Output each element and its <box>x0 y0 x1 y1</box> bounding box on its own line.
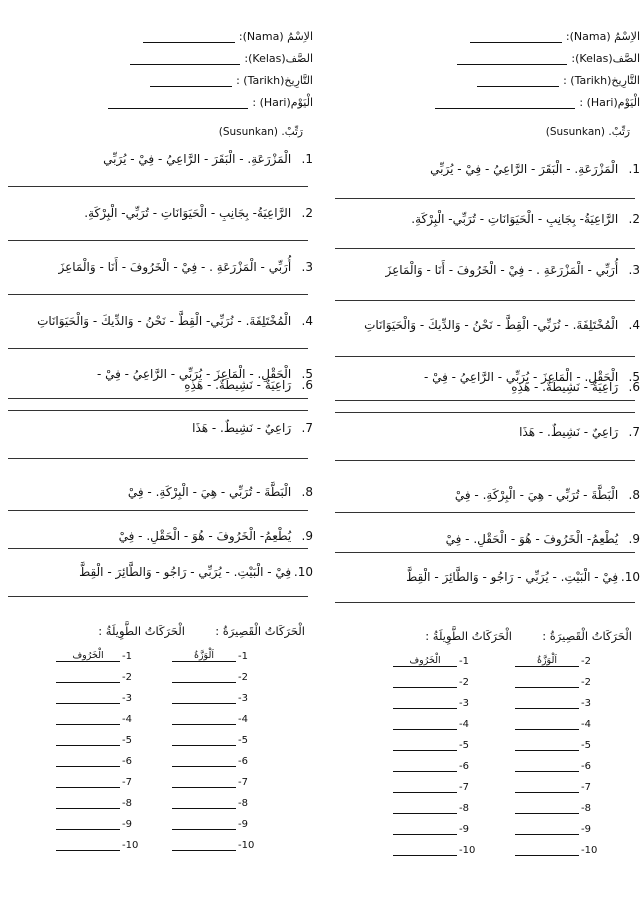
short-vowel-blank[interactable] <box>172 776 236 788</box>
class-row <box>350 52 640 70</box>
question-number: 10. <box>620 570 640 584</box>
question-text: الْحَقْلِ. - الْمَاعِزَ - يُرَبِّي - الرَّاعِيُ - فِيْ - <box>96 367 292 381</box>
item-number: -2 <box>459 677 469 688</box>
question-text: الْحَقْلِ. - الْمَاعِزَ - يُرَبِّي - الرَّاعِيُ - فِيْ - <box>423 370 619 384</box>
worksheet-left <box>8 0 313 903</box>
class-label: الصَّف(Kelas): <box>571 52 640 65</box>
question-number: 7. <box>301 421 313 435</box>
question-number: 6. <box>301 378 313 392</box>
question-number: 4. <box>301 314 313 328</box>
long-vowel-item <box>393 760 469 776</box>
answer-line-7[interactable] <box>8 458 308 459</box>
item-number: -6 <box>238 756 248 767</box>
short-vowel-blank[interactable] <box>515 739 579 751</box>
long-vowel-item <box>56 818 132 834</box>
question-6 <box>13 378 313 398</box>
item-number: -8 <box>238 798 248 809</box>
short-vowels-heading: الْحَرَكَاتُ الْقَصِيرَةُ : <box>215 624 305 638</box>
short-vowel-blank[interactable] <box>172 692 236 704</box>
answer-line-9[interactable] <box>8 548 308 549</box>
item-number: -8 <box>459 803 469 814</box>
long-vowel-blank[interactable] <box>393 760 457 772</box>
long-vowel-item <box>56 755 132 771</box>
date-label: التَّارِيخ(Tarikh) : <box>563 74 640 87</box>
question-number: 9. <box>628 532 640 546</box>
long-vowel-blank[interactable] <box>56 713 120 725</box>
question-8 <box>340 488 640 508</box>
question-number: 3. <box>628 263 640 277</box>
question-10 <box>340 570 640 590</box>
answer-line-6[interactable] <box>8 410 308 411</box>
long-vowel-item <box>56 671 132 687</box>
worksheet-right <box>335 0 640 903</box>
class-row <box>23 52 313 70</box>
item-number: -1 <box>459 656 469 667</box>
long-vowel-item <box>393 823 469 839</box>
short-vowel-item <box>515 844 597 860</box>
item-number: -3 <box>459 698 469 709</box>
short-vowel-item <box>172 755 248 771</box>
short-vowel-item <box>515 655 591 671</box>
item-number: -10 <box>238 840 255 851</box>
question-text: رَاعِيٌ - نَشِيطٌ. - هَذَا <box>519 425 619 439</box>
question-number: 3. <box>301 260 313 274</box>
question-4 <box>13 314 313 334</box>
long-vowel-item <box>393 697 469 713</box>
question-number: 6. <box>628 380 640 394</box>
long-vowel-blank[interactable] <box>393 844 457 856</box>
item-number: -5 <box>581 740 591 751</box>
answer-line-3[interactable] <box>335 300 635 301</box>
question-number: 1. <box>301 152 313 166</box>
question-number: 8. <box>628 488 640 502</box>
item-number: -5 <box>238 735 248 746</box>
item-number: -1 <box>238 651 248 662</box>
item-number: -4 <box>459 719 469 730</box>
long-vowel-item <box>56 692 132 708</box>
long-vowel-blank[interactable]: الْخَرُوف <box>393 655 457 667</box>
question-text: الْمَزْرَعَةِ. - الْبَقَرَ - الرَّاعِيُ - فِيْ - يُرَبِّي <box>430 162 619 176</box>
long-vowel-blank[interactable] <box>56 671 120 683</box>
question-number: 4. <box>628 318 640 332</box>
question-9 <box>13 529 313 549</box>
question-10 <box>13 565 313 585</box>
question-text: الرَّاعِيَةُ- بِجَانِبِ - الْحَيَوَانَاتِ - تُرَبِّي- الْبِرْكَةِ. <box>84 206 292 220</box>
item-number: -5 <box>459 740 469 751</box>
date-row <box>350 74 640 92</box>
short-vowel-item <box>172 797 248 813</box>
long-vowel-blank[interactable] <box>56 776 120 788</box>
long-vowel-blank[interactable] <box>393 718 457 730</box>
long-vowel-blank[interactable] <box>56 839 120 851</box>
long-vowel-item <box>393 781 469 797</box>
answer-line-5[interactable] <box>8 398 308 399</box>
date-row <box>23 74 313 92</box>
question-number: 7. <box>628 425 640 439</box>
long-vowel-blank[interactable] <box>393 781 457 793</box>
name-label: الاِسْمُ (Nama): <box>565 30 640 43</box>
long-vowel-item <box>56 734 132 750</box>
item-number: -8 <box>122 798 132 809</box>
answer-line-4[interactable] <box>8 348 308 349</box>
answer-line-1[interactable] <box>8 186 308 187</box>
item-number: -2 <box>238 672 248 683</box>
question-4 <box>340 318 640 338</box>
short-vowel-item <box>515 697 591 713</box>
day-label: الْيَوْم(Hari) : <box>579 96 640 109</box>
item-number: -6 <box>581 761 591 772</box>
question-6 <box>340 380 640 400</box>
answer-line-3[interactable] <box>8 294 308 295</box>
name-blank[interactable] <box>470 32 562 43</box>
question-number: 2. <box>301 206 313 220</box>
item-number: -2 <box>122 672 132 683</box>
short-vowel-blank[interactable] <box>172 839 236 851</box>
short-vowel-blank[interactable] <box>172 755 236 767</box>
name-blank[interactable] <box>143 32 235 43</box>
long-vowel-blank[interactable] <box>393 802 457 814</box>
short-vowel-item <box>172 818 248 834</box>
answer-line-8[interactable] <box>335 512 635 513</box>
long-vowel-item <box>393 655 469 671</box>
question-number: 5. <box>301 367 313 381</box>
name-row <box>23 30 313 48</box>
question-8 <box>13 485 313 505</box>
item-number: -9 <box>238 819 248 830</box>
short-vowel-item <box>172 839 254 855</box>
question-text: الْمَزْرَعَةِ. - الْبَقَرَ - الرَّاعِيُ - فِيْ - يُرَبِّي <box>103 152 292 166</box>
name-row <box>350 30 640 48</box>
question-7 <box>340 425 640 445</box>
item-number: -9 <box>122 819 132 830</box>
short-vowel-blank[interactable] <box>515 781 579 793</box>
short-vowel-blank[interactable] <box>515 844 579 856</box>
item-number: -4 <box>581 719 591 730</box>
question-text: الْبَطَّةَ - تُرَبِّي - هِيَ - الْبِرْكَةِ. - فِيْ <box>127 485 292 499</box>
class-label: الصَّف(Kelas): <box>244 52 313 65</box>
question-number: 8. <box>301 485 313 499</box>
item-number: -10 <box>122 840 139 851</box>
answer-line-7[interactable] <box>335 460 635 461</box>
item-number: -7 <box>122 777 132 788</box>
question-text: يُطْعِمُ- الْخَرُوفَ - هُوَ - الْحَقْلِ. - فِيْ <box>118 529 292 543</box>
instruction: رَتِّبْ. (Susunkan) <box>545 126 630 138</box>
short-vowel-blank[interactable] <box>172 671 236 683</box>
long-vowel-item <box>56 650 132 666</box>
day-row <box>23 96 313 114</box>
answer-line-10[interactable] <box>8 596 308 597</box>
short-vowels-heading: الْحَرَكَاتُ الْقَصِيرَةُ : <box>542 629 632 643</box>
question-text: الرَّاعِيَةُ- بِجَانِبِ - الْحَيَوَانَاتِ - تُرَبِّي- الْبِرْكَةِ. <box>411 212 619 226</box>
question-text: فِيْ - الْبَيْتِ. - يُرَبِّي - رَاجُو - وَالطَّائِرَ - الْقِطَّ <box>406 570 619 584</box>
short-vowel-blank[interactable] <box>515 823 579 835</box>
item-number: -8 <box>581 803 591 814</box>
instruction: رَتِّبْ. (Susunkan) <box>218 126 303 138</box>
item-number: -7 <box>459 782 469 793</box>
question-text: الْمُخْتَلِفَةَ. - نُرَبِّي- الْقِطَّ - نَحْنُ - وَالدِّيكَ - وَالْحَيَوَانَاتِ <box>37 314 292 328</box>
answer-line-8[interactable] <box>8 510 308 511</box>
item-number: -4 <box>122 714 132 725</box>
question-number: 5. <box>628 370 640 384</box>
short-vowel-blank[interactable] <box>515 718 579 730</box>
short-vowel-blank[interactable] <box>515 697 579 709</box>
day-blank[interactable] <box>435 98 575 109</box>
long-vowel-blank[interactable] <box>393 739 457 751</box>
answer-line-2[interactable] <box>335 248 635 249</box>
long-vowel-blank[interactable] <box>56 734 120 746</box>
item-number: -1 <box>122 651 132 662</box>
item-number: -2 <box>581 656 591 667</box>
long-vowel-blank[interactable] <box>393 697 457 709</box>
question-text: رَاعِيَةٌ - نَشِيطَةٌ. - هَذِهِ <box>184 378 292 392</box>
long-vowel-blank[interactable] <box>56 755 120 767</box>
long-vowel-blank[interactable] <box>56 797 120 809</box>
short-vowel-item <box>515 739 591 755</box>
item-number: -3 <box>122 693 132 704</box>
question-number: 2. <box>628 212 640 226</box>
question-text: الْبَطَّةَ - تُرَبِّي - هِيَ - الْبِرْكَةِ. - فِيْ <box>454 488 619 502</box>
question-text: أُرَبِّي - الْمَزْرَعَةِ . - فِيْ - الْخَرُوفَ - أَنَا - وَالْمَاعِزَ <box>58 260 292 274</box>
item-number: -6 <box>459 761 469 772</box>
answer-line-5[interactable] <box>335 400 635 401</box>
question-text: فِيْ - الْبَيْتِ. - يُرَبِّي - رَاجُو - وَالطَّائِرَ - الْقِطَّ <box>79 565 292 579</box>
item-number: -3 <box>581 698 591 709</box>
long-vowel-item <box>393 802 469 818</box>
long-vowel-item <box>393 739 469 755</box>
long-vowel-blank[interactable] <box>56 692 120 704</box>
question-text: يُطْعِمُ- الْخَرُوفَ - هُوَ - الْحَقْلِ. - فِيْ <box>445 532 619 546</box>
short-vowel-item <box>515 760 591 776</box>
answer-line-9[interactable] <box>335 552 635 553</box>
item-number: -7 <box>581 782 591 793</box>
long-vowel-item <box>393 844 475 860</box>
answer-line-2[interactable] <box>8 240 308 241</box>
question-number: 10. <box>293 565 313 579</box>
item-number: -3 <box>238 693 248 704</box>
long-vowel-blank[interactable] <box>393 676 457 688</box>
short-vowel-blank[interactable] <box>515 802 579 814</box>
short-vowel-blank[interactable] <box>172 818 236 830</box>
short-vowel-item <box>172 713 248 729</box>
short-vowel-blank[interactable]: اَلْوَزَّةُ <box>172 650 236 662</box>
long-vowels-heading: الْحَرَكَاتُ الطَّوِيلَةُ : <box>98 624 185 638</box>
item-number: -6 <box>122 756 132 767</box>
long-vowel-item <box>56 797 132 813</box>
short-vowel-blank[interactable] <box>515 760 579 772</box>
long-vowel-item <box>56 839 138 855</box>
question-7 <box>13 421 313 441</box>
item-number: -2 <box>581 677 591 688</box>
item-number: -5 <box>122 735 132 746</box>
short-vowel-item <box>515 802 591 818</box>
long-vowel-item <box>56 776 132 792</box>
question-number: 9. <box>301 529 313 543</box>
answer-line-6[interactable] <box>335 412 635 413</box>
question-text: الْمُخْتَلِفَةَ. - نُرَبِّي- الْقِطَّ - نَحْنُ - وَالدِّيكَ - وَالْحَيَوَانَاتِ <box>364 318 619 332</box>
day-row <box>350 96 640 114</box>
question-1 <box>13 152 313 172</box>
day-blank[interactable] <box>108 98 248 109</box>
question-3 <box>340 263 640 283</box>
question-9 <box>340 532 640 552</box>
item-number: -4 <box>238 714 248 725</box>
answer-line-10[interactable] <box>335 602 635 603</box>
long-vowel-item <box>56 713 132 729</box>
name-label: الاِسْمُ (Nama): <box>238 30 313 43</box>
question-1 <box>340 162 640 182</box>
short-vowel-item <box>515 781 591 797</box>
short-vowel-item <box>515 718 591 734</box>
short-vowel-item <box>515 676 591 692</box>
question-text: رَاعِيٌ - نَشِيطٌ. - هَذَا <box>192 421 292 435</box>
long-vowel-item <box>393 676 469 692</box>
short-vowel-item <box>515 823 591 839</box>
question-3 <box>13 260 313 280</box>
short-vowel-item <box>172 692 248 708</box>
question-text: أُرَبِّي - الْمَزْرَعَةِ . - فِيْ - الْخَرُوفَ - أَنَا - وَالْمَاعِزَ <box>385 263 619 277</box>
long-vowel-item <box>393 718 469 734</box>
short-vowel-item <box>172 671 248 687</box>
item-number: -10 <box>581 845 598 856</box>
date-label: التَّارِيخ(Tarikh) : <box>236 74 313 87</box>
class-blank[interactable] <box>130 54 240 65</box>
date-blank[interactable] <box>477 76 559 87</box>
short-vowel-blank[interactable] <box>515 676 579 688</box>
answer-line-4[interactable] <box>335 356 635 357</box>
item-number: -10 <box>459 845 476 856</box>
long-vowel-blank[interactable]: الْخَرُوف <box>56 650 120 662</box>
class-blank[interactable] <box>457 54 567 65</box>
item-number: -9 <box>459 824 469 835</box>
long-vowels-heading: الْحَرَكَاتُ الطَّوِيلَةُ : <box>425 629 512 643</box>
long-vowel-blank[interactable] <box>393 823 457 835</box>
item-number: -9 <box>581 824 591 835</box>
question-number: 1. <box>628 162 640 176</box>
answer-line-1[interactable] <box>335 198 635 199</box>
question-2 <box>340 212 640 232</box>
short-vowel-blank[interactable] <box>172 734 236 746</box>
short-vowel-blank[interactable] <box>172 797 236 809</box>
short-vowel-item <box>172 650 248 666</box>
date-blank[interactable] <box>150 76 232 87</box>
short-vowel-blank[interactable]: اَلْوَزَّةُ <box>515 655 579 667</box>
question-2 <box>13 206 313 226</box>
short-vowel-item <box>172 776 248 792</box>
long-vowel-blank[interactable] <box>56 818 120 830</box>
short-vowel-blank[interactable] <box>172 713 236 725</box>
question-text: رَاعِيَةٌ - نَشِيطَةٌ. - هَذِهِ <box>511 380 619 394</box>
day-label: الْيَوْم(Hari) : <box>252 96 313 109</box>
short-vowel-item <box>172 734 248 750</box>
item-number: -7 <box>238 777 248 788</box>
